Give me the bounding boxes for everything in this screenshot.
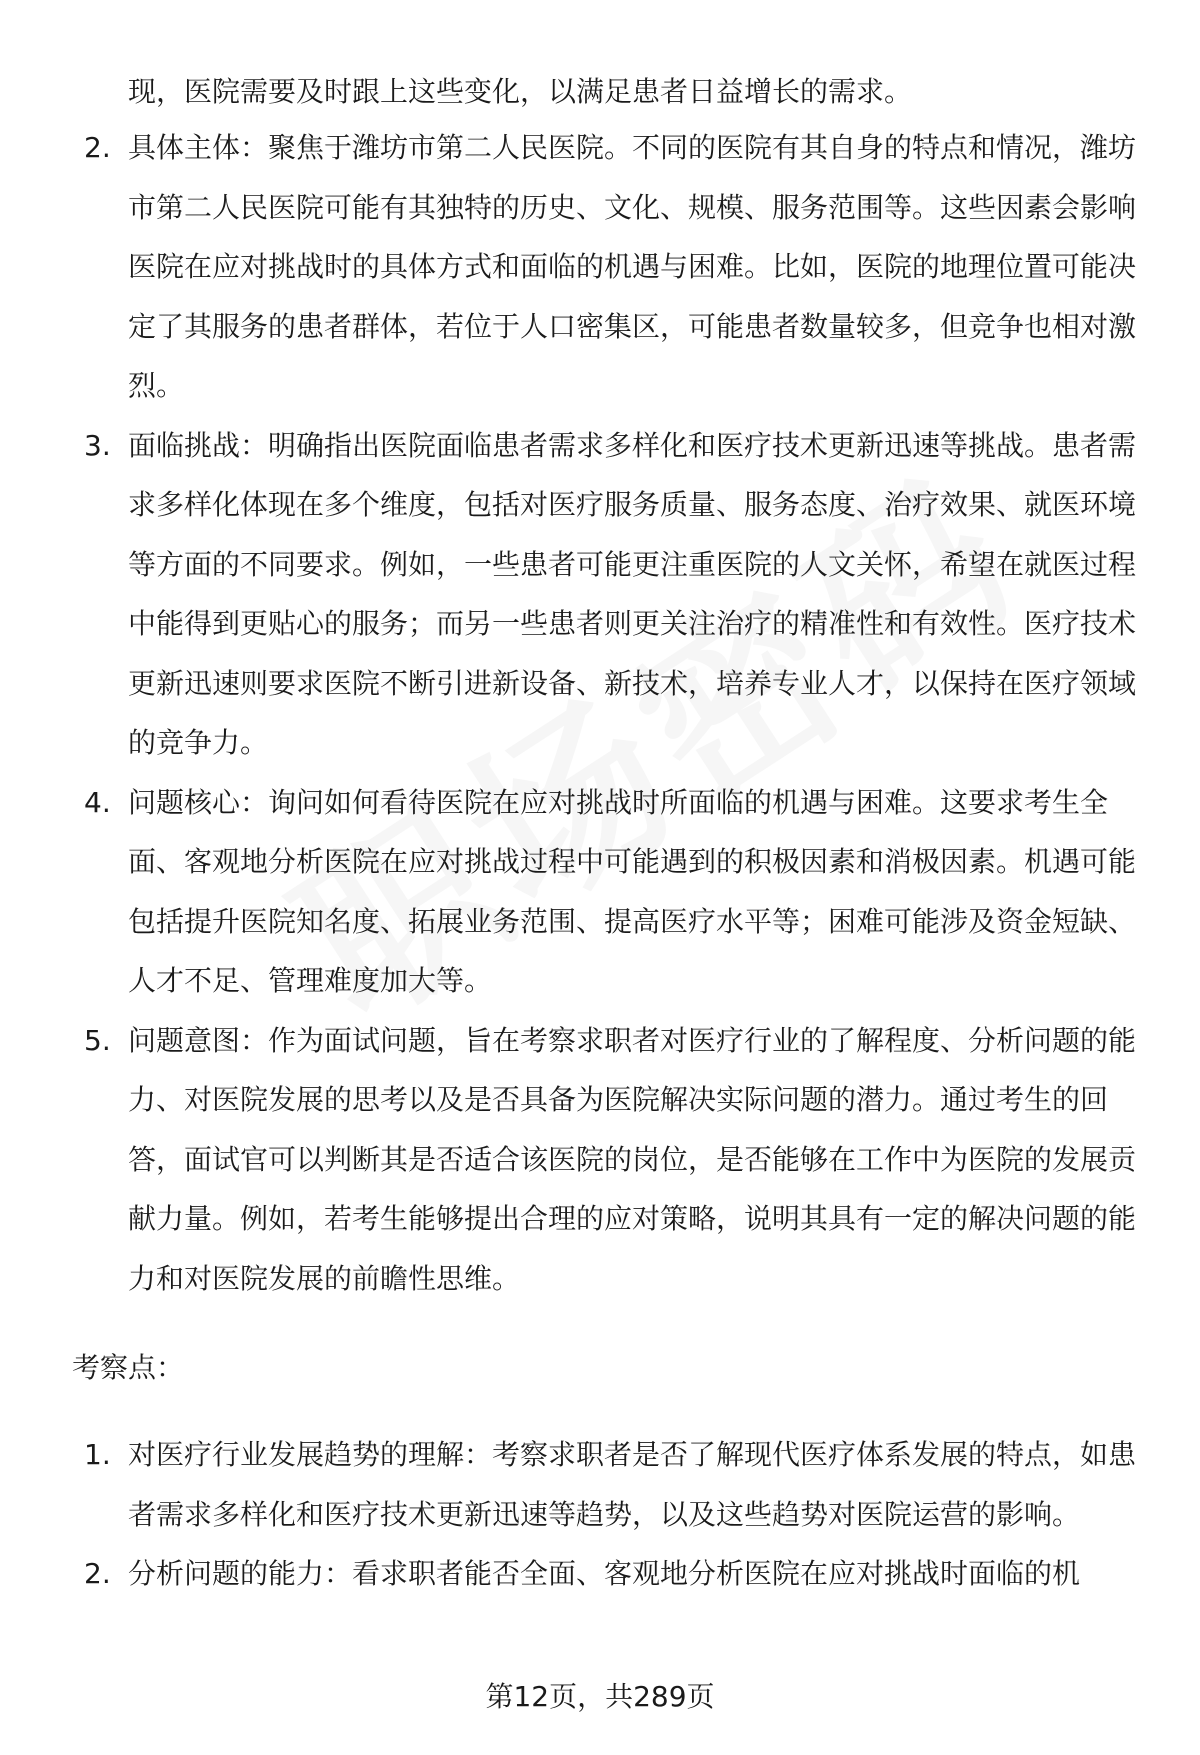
list-item <box>0 416 1148 773</box>
numbered-list-assessment-points <box>0 1425 1200 1604</box>
list-item-number: 5. <box>84 1023 111 1057</box>
list-item <box>0 1544 1148 1604</box>
continuation-paragraph: 现，医院需要及时跟上这些变化，以满足患者日益增长的需求。 <box>128 75 913 108</box>
list-item <box>0 1011 1148 1309</box>
section-heading: 考察点： <box>72 1351 185 1384</box>
list-item-text: 对医疗行业发展趋势的理解：考察求职者是否了解现代医疗体系发展的特点，如患者需求多样化和医疗技术更新迅速等趋势，以及这些趋势对医院运营的影响。 <box>128 1438 1137 1531</box>
list-item <box>0 118 1148 416</box>
list-item-text: 问题意图：作为面试问题，旨在考察求职者对医疗行业的了解程度、分析问题的能力、对医院发展的思考以及是否具备为医院解决实际问题的潜力。通过考生的回答，面试官可以判断其是否适合该医院的岗位，是否能够在工作中为医院的发展贡献力量。例如，若考生能够提出合理的应对策略，说明其具有一定的解决问题的能力和对医院发展的前瞻性思维。 <box>128 1023 1137 1295</box>
list-item-text: 问题核心：询问如何看待医院在应对挑战时所面临的机遇与困难。这要求考生全面、客观地分析医院在应对挑战过程中可能遇到的积极因素和消极因素。机遇可能包括提升医院知名度、拓展业务范围、提高医疗水平等；困难可能涉及资金短缺、人才不足、管理难度加大等。 <box>128 785 1137 997</box>
list-item-number: 4. <box>84 785 111 819</box>
list-item-text: 分析问题的能力：看求职者能否全面、客观地分析医院在应对挑战时面临的机 <box>128 1557 1081 1590</box>
list-item <box>0 1425 1148 1544</box>
list-item-text: 面临挑战：明确指出医院面临患者需求多样化和医疗技术更新迅速等挑战。患者需求多样化体现在多个维度，包括对医疗服务质量、服务态度、治疗效果、就医环境等方面的不同要求。例如，一些患者可能更注重医院的人文关怀，希望在就医过程中能得到更贴心的服务；而另一些患者则更关注治疗的精准性和有效性。医疗技术更新迅速则要求医院不断引进新设备、新技术，培养专业人才，以保持在医疗领域的竞争力。 <box>128 428 1137 759</box>
page-footer: 第12页，共289页 <box>485 1680 715 1713</box>
list-item <box>0 773 1148 1011</box>
list-item-number: 1. <box>84 1438 111 1471</box>
list-item-number: 2. <box>84 1557 111 1590</box>
list-item-number: 3. <box>84 428 111 462</box>
numbered-list-analysis <box>0 118 1200 1308</box>
list-item-text: 具体主体：聚焦于潍坊市第二人民医院。不同的医院有其自身的特点和情况，潍坊市第二人民医院可能有其独特的历史、文化、规模、服务范围等。这些因素会影响医院在应对挑战时的具体方式和面临的机遇与困难。比如，医院的地理位置可能决定了其服务的患者群体，若位于人口密集区，可能患者数量较多，但竞争也相对激烈。 <box>128 131 1137 402</box>
list-item-number: 2. <box>84 131 111 164</box>
